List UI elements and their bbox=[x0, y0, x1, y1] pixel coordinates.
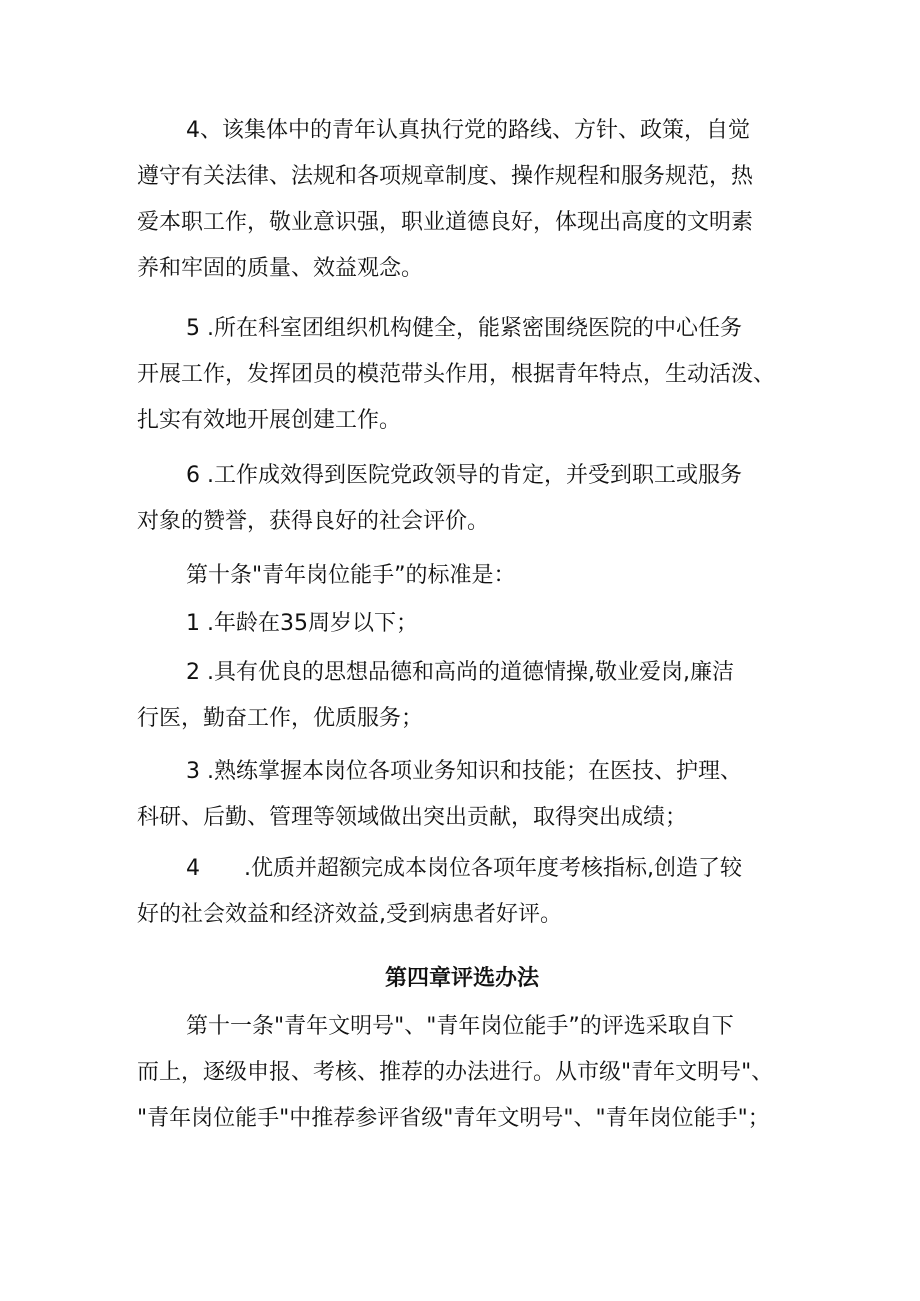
criterion-1 bbox=[137, 601, 787, 647]
text-line: 6 .工作成效得到医院党政领导的肯定，并受到职工或服务 bbox=[186, 463, 742, 488]
paragraph-item-4 bbox=[137, 108, 787, 292]
text-line: 而上，逐级申报、考核、推荐的办法进行。从市级"青年文明号"、 bbox=[137, 1060, 774, 1085]
criterion-2 bbox=[137, 650, 787, 742]
text-line: 扎实有效地开展创建工作。 bbox=[137, 408, 402, 433]
text-line: 好的社会效益和经济效益,受到病患者好评。 bbox=[137, 902, 562, 927]
text-line: 2 .具有优良的思想品德和高尚的道德情操,敬业爱岗,廉洁 bbox=[186, 660, 734, 685]
text-line: 开展工作，发挥团员的模范带头作用，根据青年特点，生动活泼、 bbox=[137, 362, 776, 387]
criterion-4 bbox=[137, 846, 787, 938]
text-line: 4、该集体中的青年认真执行党的路线、方针、政策，自觉 bbox=[186, 118, 750, 143]
text-line: 4 .优质并超额完成本岗位各项年度考核指标,创造了较 bbox=[186, 856, 742, 881]
text-line: "青年岗位能手"中推荐参评省级"青年文明号"、"青年岗位能手"； bbox=[137, 1106, 770, 1131]
text-line: 对象的赞誉，获得良好的社会评价。 bbox=[137, 509, 490, 534]
text-line: 行医，勤奋工作，优质服务； bbox=[137, 706, 424, 731]
text-line: 3 .熟练掌握本岗位各项业务知识和技能；在医技、护理、 bbox=[186, 759, 742, 784]
criterion-3 bbox=[137, 749, 787, 841]
chapter-heading: 第四章评选办法 bbox=[384, 966, 539, 991]
paragraph-item-5 bbox=[137, 306, 787, 444]
text-line: 遵守有关法律、法规和各项规章制度、操作规程和服务规范，热 bbox=[137, 164, 754, 189]
paragraph-item-6 bbox=[137, 453, 787, 545]
article-10-intro bbox=[137, 553, 787, 599]
text-line: 1 .年龄在35周岁以下； bbox=[186, 611, 418, 636]
text-line: 科研、后勤、管理等领域做出突出贡献，取得突出成绩； bbox=[137, 805, 688, 830]
text-line: 5 .所在科室团组织机构健全，能紧密围绕医院的中心任务 bbox=[186, 316, 742, 341]
article-11 bbox=[137, 1004, 787, 1142]
text-line: 第十条"青年岗位能手”的标准是： bbox=[186, 563, 516, 588]
text-line: 养和牢固的质量、效益观念。 bbox=[137, 256, 424, 281]
text-line: 第十一条"青年文明号"、"青年岗位能手”的评选采取自下 bbox=[186, 1014, 734, 1039]
text-line: 爱本职工作，敬业意识强，职业道德良好，体现出高度的文明素 bbox=[137, 210, 754, 235]
